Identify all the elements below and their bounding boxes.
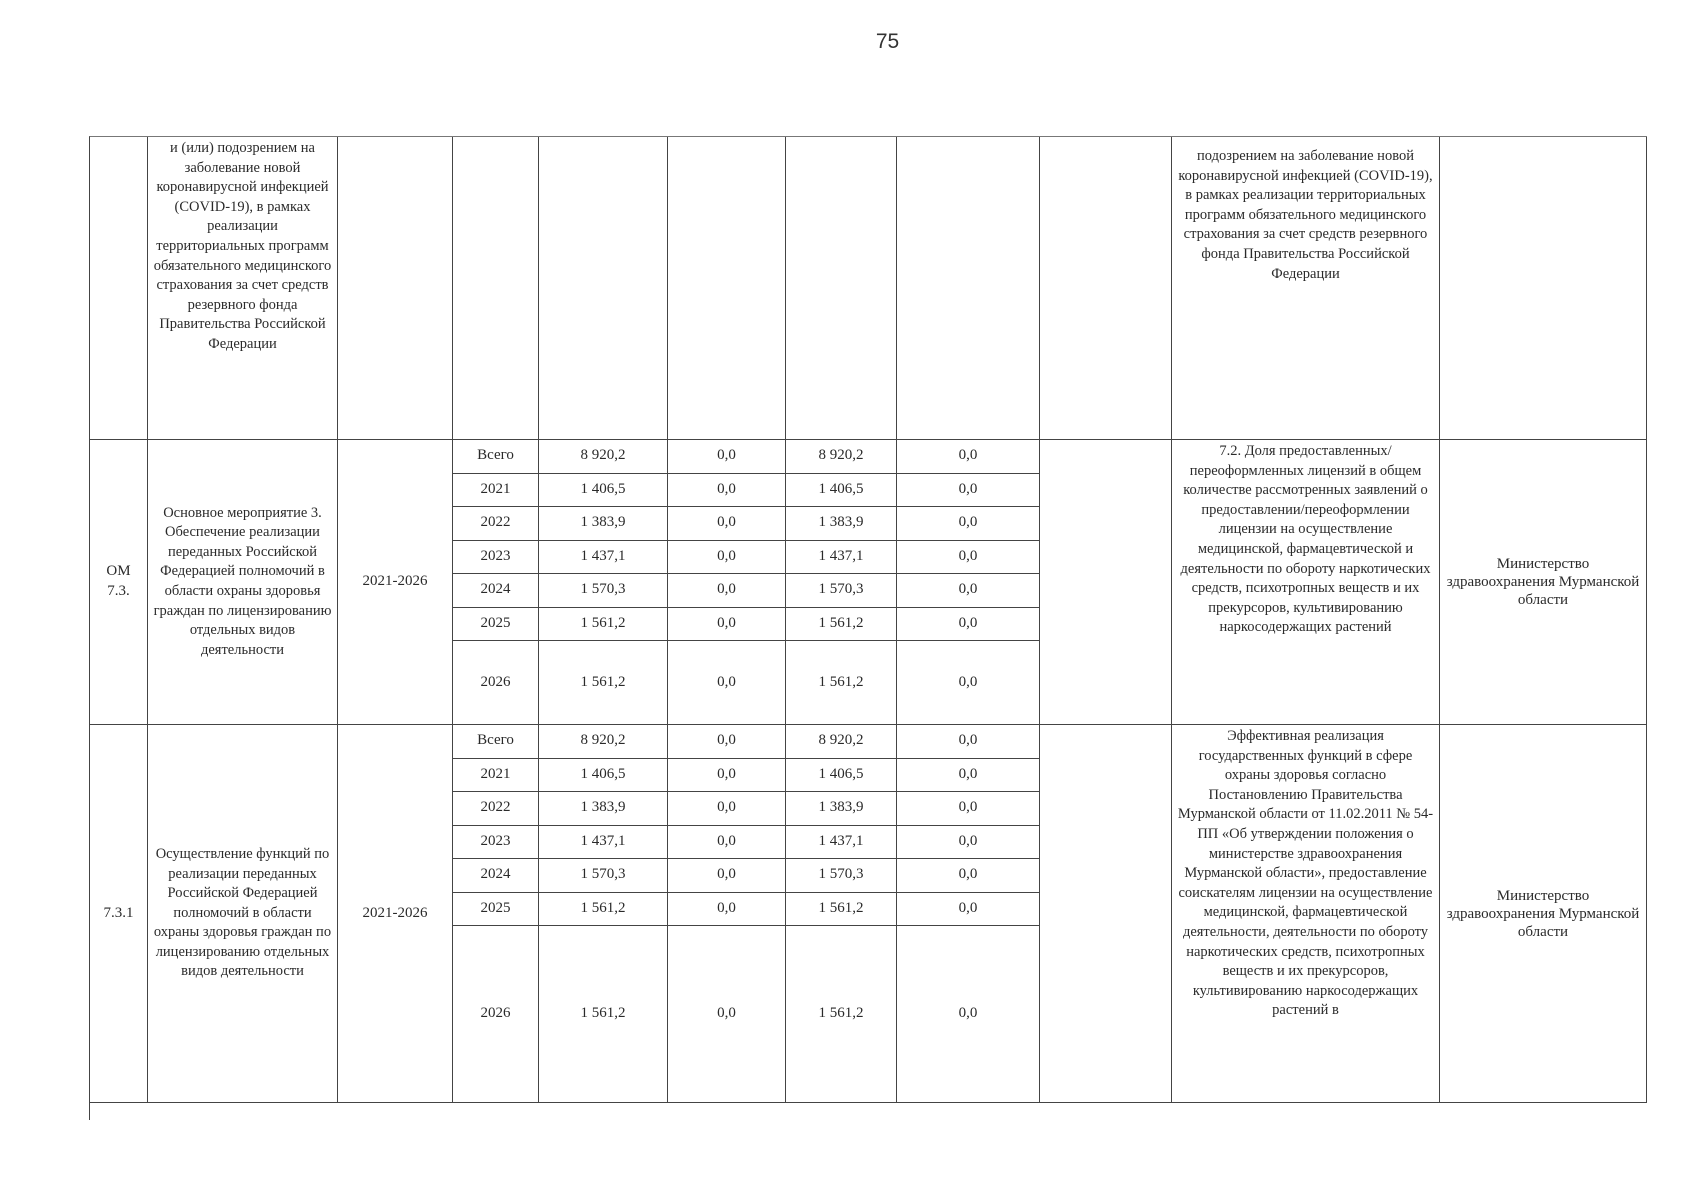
total-cell: 1 561,2 xyxy=(539,893,668,927)
federal-cell: 0,0 xyxy=(668,474,786,508)
regional-cell: 1 437,1 xyxy=(786,541,897,575)
federal-cell: 0,0 xyxy=(668,541,786,575)
other-cell: 0,0 xyxy=(897,574,1040,608)
regional-cell: 1 561,2 xyxy=(786,608,897,642)
continuation-code-cell xyxy=(90,137,148,440)
row-executor: Министерство здравоохранения Мурманской области xyxy=(1440,725,1647,1103)
year-cell: 2026 xyxy=(453,641,539,725)
other-cell: 0,0 xyxy=(897,608,1040,642)
regional-cell: 1 570,3 xyxy=(786,859,897,893)
continuation-executor-cell xyxy=(1440,137,1647,440)
year-cell: 2021 xyxy=(453,474,539,508)
row-name: Основное мероприятие 3. Обеспечение реализации переданных Российской Федерацией полномочий в области охраны здоровья граждан по лицензированию отдельных видов деятельности xyxy=(148,440,338,725)
year-cell: 2023 xyxy=(453,826,539,860)
row-indicator: Эффективная реализация государственных функций в сфере охраны здоровья согласно Постановлению Правительства Мурманской области от 11.02.2011 № 54-ПП «Об утверждении положения о министерстве здравоохранения Мурманской области», предоставление соискателям лицензии на осуществление медицинской, фармацевтической деятельности, деятельности по обороту наркотических средств, психотропных веществ и их прекурсоров, культивированию наркосодержащих растений в xyxy=(1172,725,1440,1103)
program-table xyxy=(89,136,1647,1120)
other-cell: 0,0 xyxy=(897,926,1040,1103)
total-cell: 1 437,1 xyxy=(539,541,668,575)
other-cell: 0,0 xyxy=(897,474,1040,508)
continuation-name: и (или) подозрением на заболевание новой коронавирусной инфекцией (COVID-19), в рамках реализации территориальных программ обязательного медицинского страхования за счет средств резервного фонда Правительства Российской Федерации xyxy=(153,140,332,352)
regional-cell: 1 383,9 xyxy=(786,792,897,826)
row-period: 2021-2026 xyxy=(338,725,453,1103)
federal-cell: 0,0 xyxy=(668,507,786,541)
row-period: 2021-2026 xyxy=(338,440,453,725)
row-code: ОМ 7.3. xyxy=(90,440,148,725)
other-cell: 0,0 xyxy=(897,541,1040,575)
federal-cell: 0,0 xyxy=(668,926,786,1103)
year-cell: Всего xyxy=(453,440,539,474)
total-cell: 1 406,5 xyxy=(539,759,668,793)
year-cell: Всего xyxy=(453,725,539,759)
regional-cell: 8 920,2 xyxy=(786,725,897,759)
year-cell: 2023 xyxy=(453,541,539,575)
other-cell: 0,0 xyxy=(897,641,1040,725)
federal-cell: 0,0 xyxy=(668,608,786,642)
federal-cell: 0,0 xyxy=(668,759,786,793)
year-cell: 2022 xyxy=(453,507,539,541)
total-cell: 1 570,3 xyxy=(539,574,668,608)
year-cell: 2025 xyxy=(453,608,539,642)
continuation-indicator-cell xyxy=(1172,137,1440,440)
total-cell: 1 561,2 xyxy=(539,926,668,1103)
regional-cell: 1 561,2 xyxy=(786,926,897,1103)
page-number: 75 xyxy=(875,30,900,53)
federal-cell: 0,0 xyxy=(668,826,786,860)
other-cell: 0,0 xyxy=(897,826,1040,860)
continuation-name-cell xyxy=(148,137,338,440)
regional-cell: 1 570,3 xyxy=(786,574,897,608)
regional-cell: 1 561,2 xyxy=(786,641,897,725)
continuation-f4-cell xyxy=(897,137,1040,440)
empty-cell xyxy=(1040,725,1172,1103)
year-cell: 2025 xyxy=(453,893,539,927)
regional-cell: 1 383,9 xyxy=(786,507,897,541)
regional-cell: 1 406,5 xyxy=(786,474,897,508)
total-cell: 1 561,2 xyxy=(539,608,668,642)
total-cell: 1 406,5 xyxy=(539,474,668,508)
federal-cell: 0,0 xyxy=(668,641,786,725)
row-indicator: 7.2. Доля предоставленных/переоформленных лицензий в общем количестве рассмотренных заявлений о предоставлении/переоформлении лицензии на осуществление медицинской, фармацевтической и деятельности по обороту наркотических средств, психотропных веществ и их прекурсоров, культивированию наркосодержащих растений xyxy=(1172,440,1440,725)
other-cell: 0,0 xyxy=(897,792,1040,826)
year-cell: 2024 xyxy=(453,574,539,608)
continuation-period-cell xyxy=(338,137,453,440)
regional-cell: 1 406,5 xyxy=(786,759,897,793)
regional-cell: 1 437,1 xyxy=(786,826,897,860)
empty-cell xyxy=(1040,440,1172,725)
federal-cell: 0,0 xyxy=(668,440,786,474)
year-cell: 2024 xyxy=(453,859,539,893)
total-cell: 1 570,3 xyxy=(539,859,668,893)
total-cell: 1 383,9 xyxy=(539,792,668,826)
other-cell: 0,0 xyxy=(897,440,1040,474)
continuation-f3-cell xyxy=(786,137,897,440)
continuation-f2-cell xyxy=(668,137,786,440)
continuation-f5-cell xyxy=(1040,137,1172,440)
other-cell: 0,0 xyxy=(897,507,1040,541)
row-name: Осуществление функций по реализации переданных Российской Федерацией полномочий в области охраны здоровья граждан по лицензированию отдельных видов деятельности xyxy=(148,725,338,1103)
row-executor: Министерство здравоохранения Мурманской области xyxy=(1440,440,1647,725)
total-cell: 1 383,9 xyxy=(539,507,668,541)
total-cell: 8 920,2 xyxy=(539,440,668,474)
total-cell: 8 920,2 xyxy=(539,725,668,759)
year-cell: 2021 xyxy=(453,759,539,793)
federal-cell: 0,0 xyxy=(668,893,786,927)
federal-cell: 0,0 xyxy=(668,859,786,893)
other-cell: 0,0 xyxy=(897,859,1040,893)
year-cell: 2026 xyxy=(453,926,539,1103)
federal-cell: 0,0 xyxy=(668,574,786,608)
continuation-year-cell xyxy=(453,137,539,440)
row-code: 7.3.1 xyxy=(90,725,148,1103)
regional-cell: 8 920,2 xyxy=(786,440,897,474)
continuation-total-cell xyxy=(539,137,668,440)
other-cell: 0,0 xyxy=(897,759,1040,793)
continuation-indicator: подозрением на заболевание новой коронавирусной инфекцией (COVID-19), в рамках реализации территориальных программ обязательного медицинского страхования за счет средств резервного фонда Правительства Российской Федерации xyxy=(1178,148,1433,282)
other-cell: 0,0 xyxy=(897,893,1040,927)
federal-cell: 0,0 xyxy=(668,792,786,826)
other-cell: 0,0 xyxy=(897,725,1040,759)
total-cell: 1 437,1 xyxy=(539,826,668,860)
regional-cell: 1 561,2 xyxy=(786,893,897,927)
year-cell: 2022 xyxy=(453,792,539,826)
federal-cell: 0,0 xyxy=(668,725,786,759)
total-cell: 1 561,2 xyxy=(539,641,668,725)
